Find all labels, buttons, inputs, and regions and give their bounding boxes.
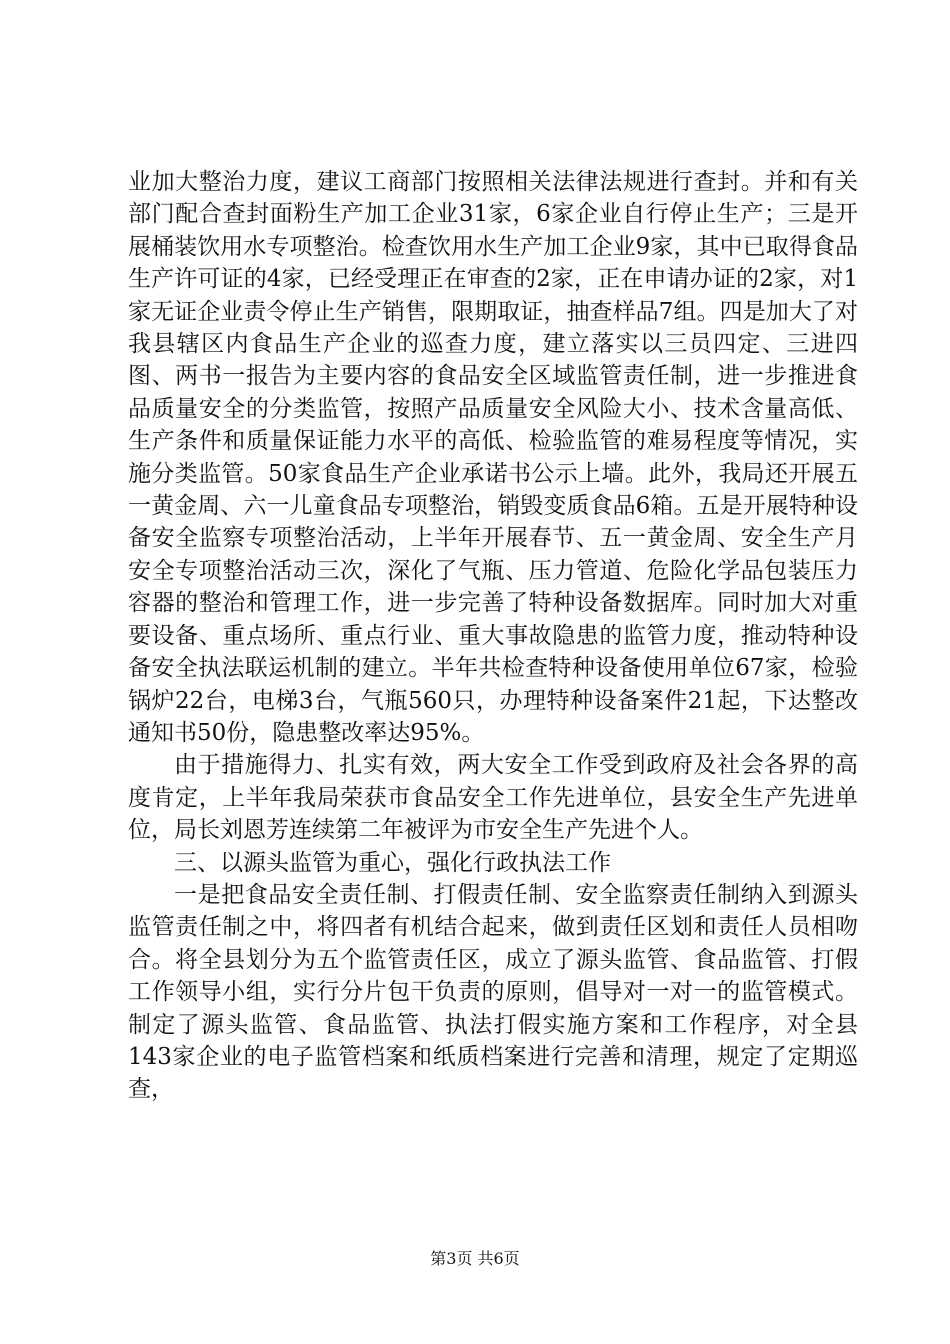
document-body	[128, 166, 858, 1106]
page-footer: 第3页 共6页	[430, 1249, 520, 1268]
section-heading: 三、以源头监管为重心，强化行政执法工作	[174, 849, 611, 876]
paragraph-source-supervision: 一是把食品安全责任制、打假责任制、安全监察责任制纳入到源头监管责任制之中，将四者有机结合起来，做到责任区划和责任人员相吻合。将全县划分为五个监管责任区，成立了源头监管、食品监管、打假工作领导小组，实行分片包干负责的原则，倡导对一对一的监管模式。制定了源头监管、食品监管、执法打假实施方案和工作程序，对全县143家企业的电子监管档案和纸质档案进行完善和清理，规定了定期巡查，	[128, 881, 858, 1103]
paragraph-achievements: 由于措施得力、扎实有效，两大安全工作受到政府及社会各界的高度肯定，上半年我局荣获市食品安全工作先进单位，县安全生产先进单位，局长刘恩芳连续第二年被评为市安全生产先进个人。	[128, 752, 858, 844]
paragraph-continuation: 业加大整治力度，建议工商部门按照相关法律法规进行查封。并和有关部门配合查封面粉生产加工企业31家，6家企业自行停止生产；三是开展桶装饮用水专项整治。检查饮用水生产加工企业9家，其中已取得食品生产许可证的4家，已经受理正在审查的2家，正在申请办证的2家，对1家无证企业责令停止生产销售，限期取证，抽查样品7组。四是加大了对我县辖区内食品生产企业的巡查力度，建立落实以三员四定、三进四图、两书一报告为主要内容的食品安全区域监管责任制，进一步推进食品质量安全的分类监管，按照产品质量安全风险大小、技术含量高低、生产条件和质量保证能力水平的高低、检验监管的难易程度等情况，实施分类监管。50家食品生产企业承诺书公示上墙。此外，我局还开展五一黄金周、六一儿童食品专项整治，销毁变质食品6箱。五是开展特种设备安全监察专项整治活动，上半年开展春节、五一黄金周、安全生产月安全专项整治活动三次，深化了气瓶、压力管道、危险化学品包装压力容器的整治和管理工作，进一步完善了特种设备数据库。同时加大对重要设备、重点场所、重点行业、重大事故隐患的监管力度，推动特种设备安全执法联运机制的建立。半年共检查特种设备使用单位67家，检验锅炉22台，电梯3台，气瓶560只，办理特种设备案件21起，下达整改通知书50份，隐患整改率达95%。	[128, 169, 858, 746]
